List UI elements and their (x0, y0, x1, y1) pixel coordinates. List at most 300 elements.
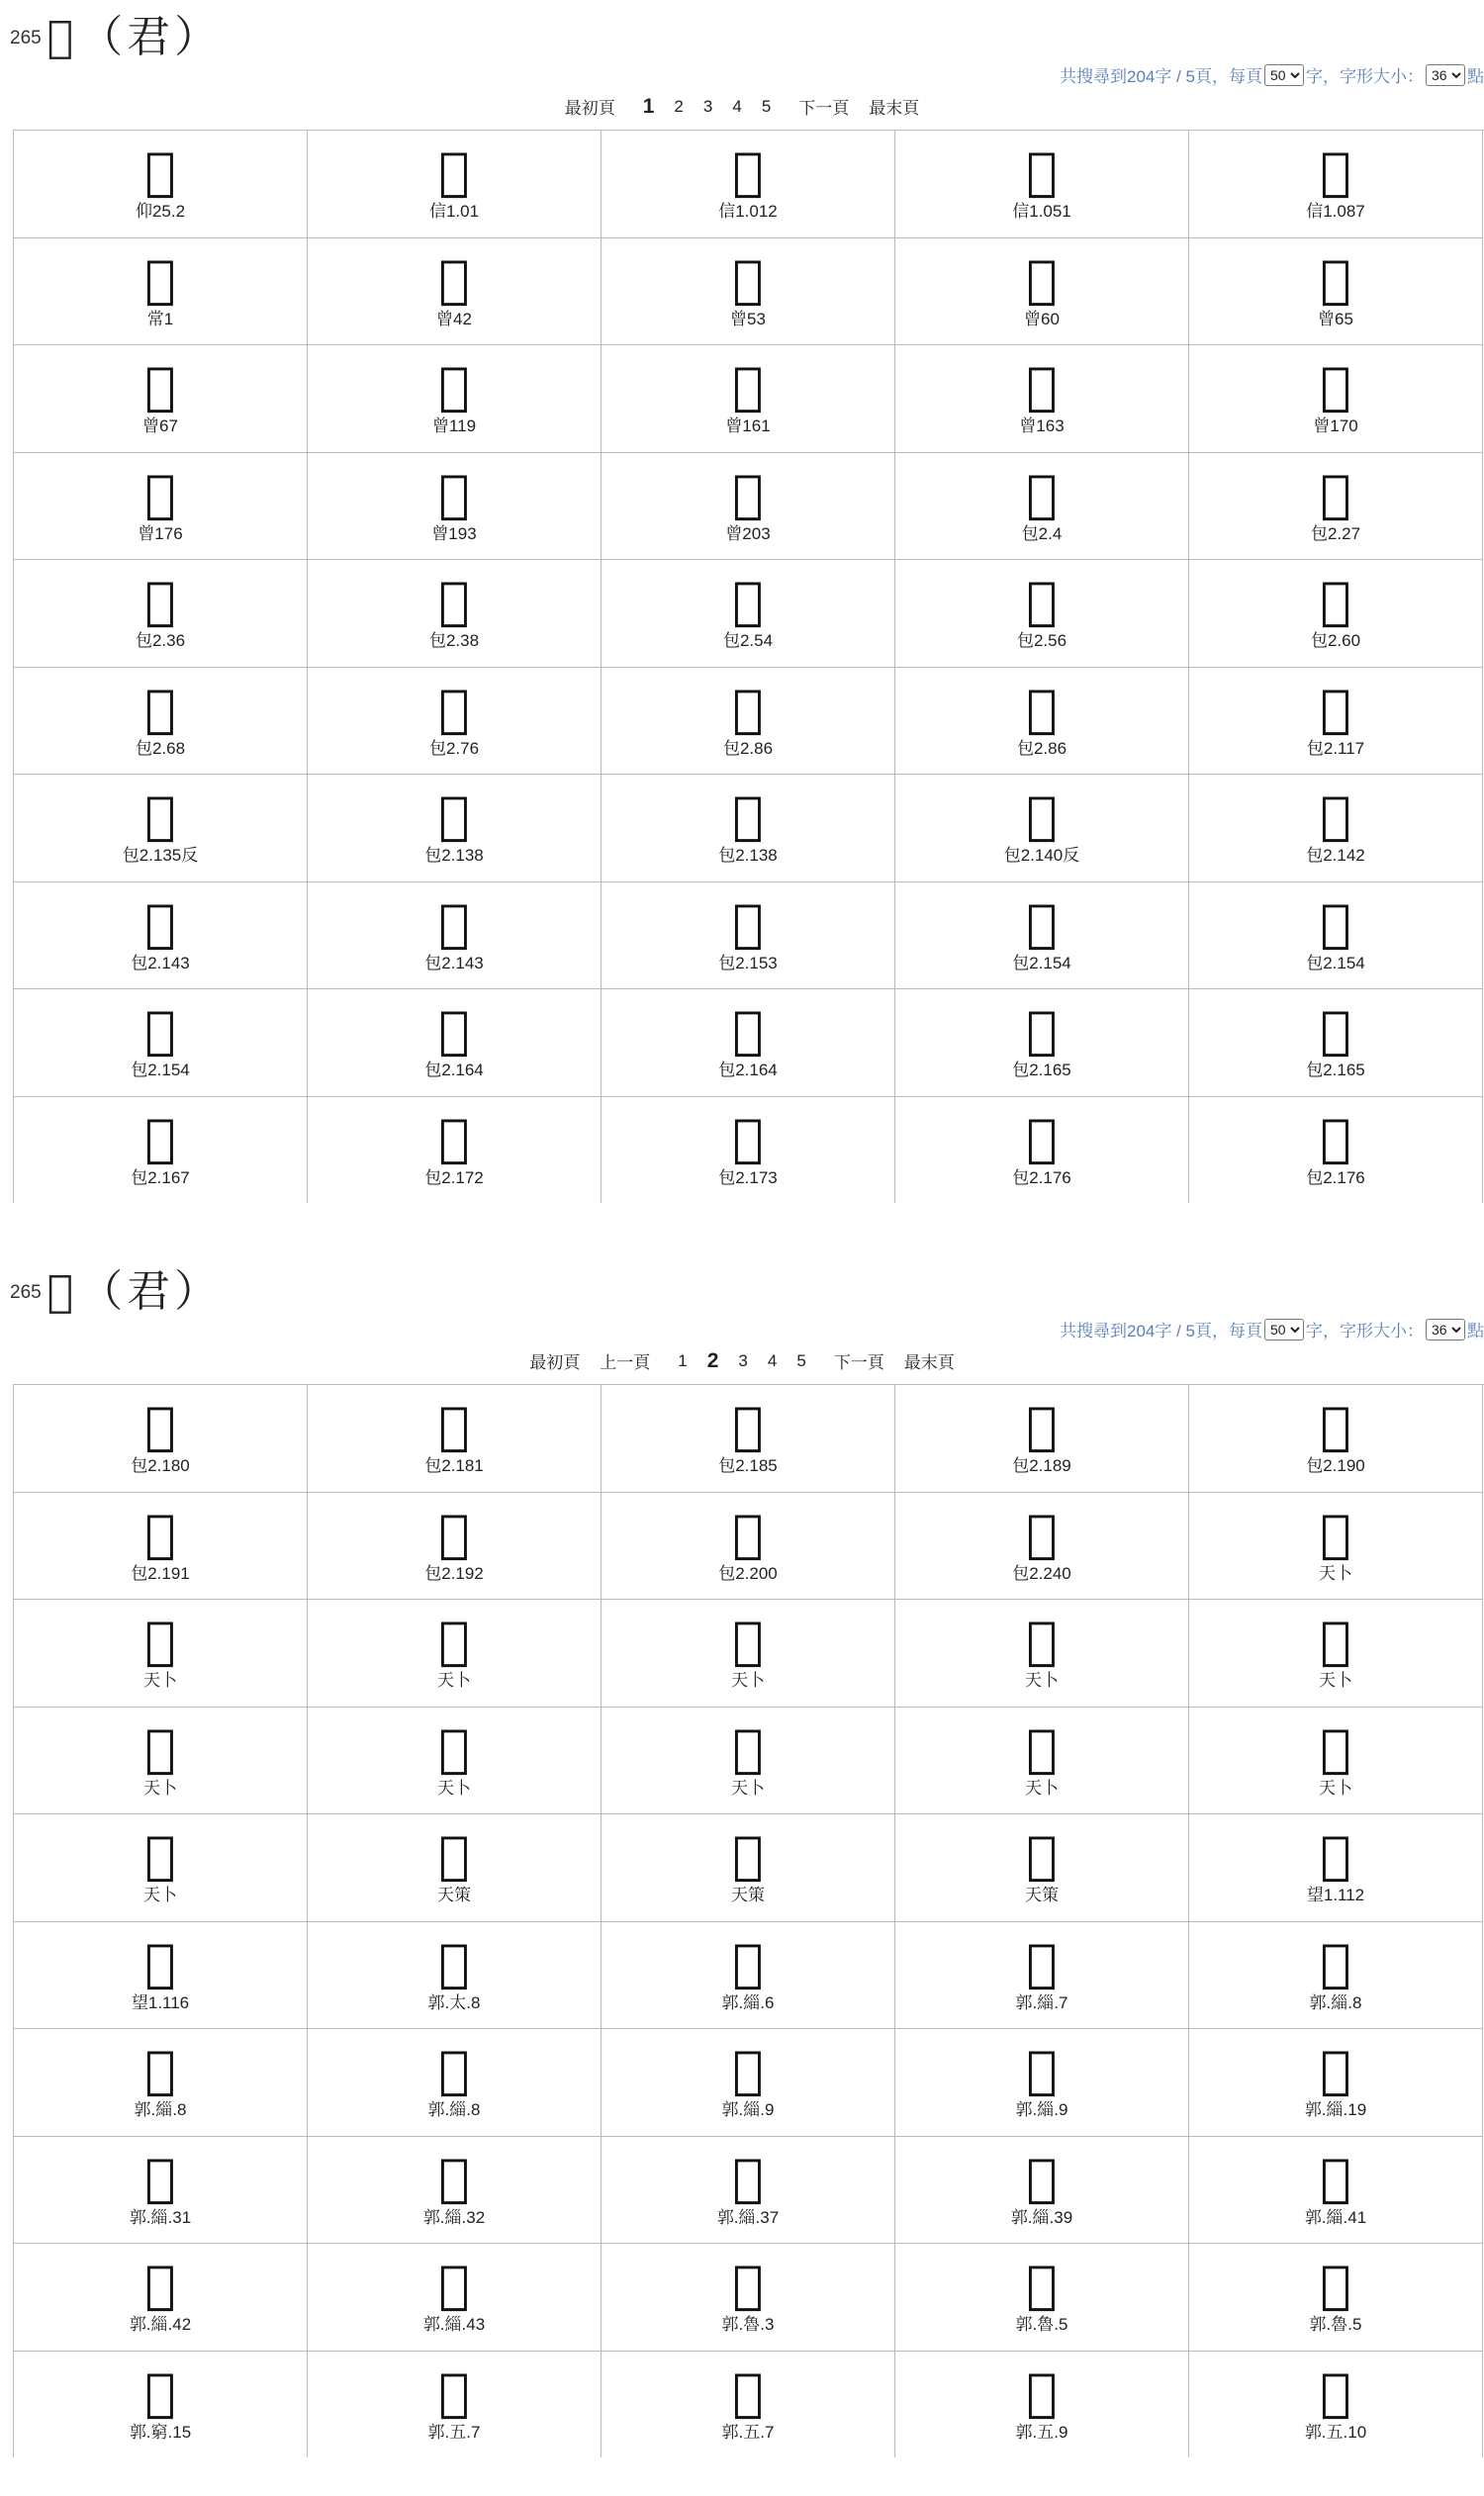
glyph-cell[interactable] (1189, 345, 1483, 453)
glyph-cell[interactable] (602, 2244, 895, 2352)
glyph-image: 𠀉 (732, 786, 764, 846)
glyph-cell[interactable] (602, 1493, 895, 1601)
glyph-source-label: 包2.164 (718, 1061, 778, 1079)
glyph-image: 𠀉 (144, 1108, 176, 1168)
glyph-cell[interactable] (895, 560, 1189, 668)
glyph-cell[interactable] (1189, 989, 1483, 1097)
glyph-cell[interactable] (895, 2029, 1189, 2137)
glyph-source-label: 郭.緇.8 (427, 2100, 481, 2119)
glyph-source-label: 天卜 (437, 1778, 471, 1798)
glyph-cell[interactable] (602, 345, 895, 453)
glyph-image: 𠀉 (144, 1933, 176, 1993)
glyph-source-label: 望1.112 (1306, 1886, 1365, 1904)
glyph-image: 𠀉 (732, 2041, 764, 2100)
glyph-row (14, 775, 1484, 882)
glyph-image: 𠀉 (438, 1612, 470, 1671)
glyph-source-label: 包2.135反 (122, 846, 199, 865)
prev-page-link[interactable]: 上一頁 (600, 1353, 651, 1372)
glyph-source-label: 郭.太.8 (427, 1992, 481, 2012)
glyph-source-label: 郭.緇.41 (1304, 2207, 1367, 2227)
glyph-cell[interactable] (895, 2352, 1189, 2458)
glyph-cell[interactable] (308, 131, 602, 238)
glyph-cell[interactable] (308, 668, 602, 776)
glyph-image: 𠀉 (1026, 1001, 1058, 1061)
glyph-source-label: 包2.165 (1306, 1061, 1365, 1079)
glyph-image: 𠀉 (438, 893, 470, 954)
glyph-cell[interactable] (602, 1097, 895, 1204)
glyph-source-label: 包2.176 (1012, 1167, 1071, 1187)
glyph-row (14, 668, 1484, 776)
glyph-cell[interactable] (1189, 882, 1483, 990)
glyph-cell[interactable] (14, 1708, 308, 1815)
character-heading (10, 1254, 223, 1317)
glyph-image: 𠀉 (1320, 1108, 1351, 1168)
glyph-source-label: 包2.86 (1016, 738, 1067, 758)
glyph-cell[interactable] (602, 238, 895, 346)
glyph-source-label: 天卜 (1319, 1671, 1352, 1690)
glyph-source-label: 郭.五.10 (1304, 2422, 1367, 2442)
glyph-image: 𠀉 (1320, 1397, 1351, 1456)
page-link-2: 2 (706, 1348, 719, 1372)
glyph-image: 𠀉 (1320, 142, 1351, 202)
glyph-image: 𠀉 (732, 1001, 764, 1061)
glyph-image: 𠀉 (732, 357, 764, 416)
glyph-cell[interactable] (14, 1600, 308, 1708)
glyph-cell[interactable] (895, 453, 1189, 561)
glyph-source-label: 包2.176 (1306, 1167, 1365, 1187)
glyph-source-label: 包2.180 (131, 1456, 190, 1475)
glyph-image: 𠀉 (1026, 786, 1058, 846)
glyph-cell[interactable] (895, 1600, 1189, 1708)
glyph-grid (13, 1384, 1484, 2457)
glyph-cell[interactable] (602, 453, 895, 561)
glyph-source-label: 包2.172 (424, 1167, 484, 1187)
glyph-source-label: 包2.153 (718, 953, 778, 972)
glyph-row (14, 345, 1484, 453)
per-page-select[interactable] (1264, 1319, 1304, 1340)
glyph-source-label: 包2.143 (131, 953, 190, 972)
glyph-source-label: 曾203 (725, 523, 771, 543)
glyph-cell[interactable] (602, 775, 895, 882)
glyph-cell[interactable] (308, 1600, 602, 1708)
page-link-1: 1 (642, 94, 655, 118)
glyph-cell[interactable] (602, 2029, 895, 2137)
glyph-image: 𠀉 (144, 357, 176, 416)
glyph-cell[interactable] (1189, 131, 1483, 238)
glyph-cell[interactable] (602, 1385, 895, 1493)
glyph-source-label: 包2.68 (135, 738, 186, 758)
glyph-cell[interactable] (895, 775, 1189, 882)
glyph-image: 𠀉 (732, 1397, 764, 1456)
glyph-source-label: 天卜 (731, 1671, 765, 1690)
glyph-cell[interactable] (308, 560, 602, 668)
glyph-image: 𠀉 (732, 2148, 764, 2208)
glyph-size-select[interactable] (1426, 1319, 1465, 1340)
glyph-source-label: 郭.緇.31 (129, 2207, 192, 2227)
page-link-4[interactable]: 4 (767, 1350, 778, 1370)
result-section-2 (0, 1254, 1484, 2496)
glyph-cell[interactable] (1189, 560, 1483, 668)
glyph-source-label: 曾65 (1318, 309, 1353, 328)
glyph-image: 𠀉 (1026, 572, 1058, 631)
glyph-source-label: 天卜 (1319, 1778, 1352, 1798)
glyph-cell[interactable] (895, 668, 1189, 776)
result-section-1 (0, 0, 1484, 1217)
glyph-source-label: 郭.緇.42 (129, 2315, 192, 2334)
glyph-source-label: 郭.緇.9 (1015, 2100, 1068, 2119)
glyph-cell[interactable] (895, 989, 1189, 1097)
glyph-image: 𠀉 (1026, 1612, 1058, 1671)
glyph-image: 𠀉 (438, 1108, 470, 1168)
glyph-source-label: 包2.191 (131, 1563, 190, 1583)
glyph-image: 𠀉 (1320, 1504, 1351, 1564)
glyph-image: 𠀉 (1026, 2362, 1058, 2423)
glyph-image: 𠀉 (438, 679, 470, 739)
glyph-image: 𠀉 (1026, 2041, 1058, 2100)
glyph-row (14, 560, 1484, 668)
glyph-image: 𠀉 (732, 572, 764, 631)
page-link-5[interactable]: 5 (761, 96, 772, 116)
glyph-source-label: 郭.緇.39 (1010, 2207, 1073, 2227)
glyph-source-label: 天卜 (437, 1671, 471, 1690)
per-page-select[interactable] (1264, 64, 1304, 86)
first-page-link[interactable]: 最初頁 (564, 99, 615, 118)
glyph-cell[interactable] (1189, 2352, 1483, 2458)
glyph-source-label: 曾176 (138, 523, 183, 543)
glyph-image: 𠀉 (732, 1826, 764, 1886)
glyph-image: 𠀉 (438, 249, 470, 310)
glyph-cell[interactable] (14, 2244, 308, 2352)
glyph-source-label: 望1.116 (131, 1992, 190, 2012)
glyph-cell[interactable] (1189, 1708, 1483, 1815)
glyph-cell[interactable] (14, 668, 308, 776)
page-link-3[interactable]: 3 (738, 1350, 748, 1370)
glyph-cell[interactable] (14, 775, 308, 882)
glyph-image: 𠀉 (438, 142, 470, 202)
glyph-image: 𠀉 (732, 1718, 764, 1779)
glyph-cell[interactable] (308, 1708, 602, 1815)
glyph-cell[interactable] (308, 882, 602, 990)
glyph-image: 𠀉 (144, 142, 176, 202)
glyph-size-label: 字，字形大小： (1306, 1322, 1424, 1340)
glyph-row (14, 1814, 1484, 1922)
glyph-image: 𠀉 (1320, 893, 1351, 954)
glyph-cell[interactable] (308, 2244, 602, 2352)
glyph-image: 𠀉 (732, 1933, 764, 1993)
glyph-source-label: 包2.138 (424, 846, 484, 865)
first-page-link[interactable]: 最初頁 (529, 1353, 581, 1372)
glyph-cell[interactable] (602, 989, 895, 1097)
glyph-source-label: 包2.173 (718, 1167, 778, 1187)
glyph-image: 𠀉 (1026, 357, 1058, 416)
glyph-source-label: 曾161 (725, 416, 771, 435)
glyph-source-label: 包2.167 (131, 1167, 190, 1187)
glyph-image: 𠀉 (144, 1397, 176, 1456)
glyph-source-label: 曾53 (730, 309, 766, 328)
glyph-source-label: 包2.154 (1012, 953, 1071, 972)
glyph-cell[interactable] (895, 345, 1189, 453)
glyph-source-label: 曾67 (142, 416, 178, 435)
glyph-cell[interactable] (1189, 2137, 1483, 2245)
glyph-image: 𠀉 (1026, 679, 1058, 739)
glyph-cell[interactable] (602, 668, 895, 776)
last-page-link[interactable]: 最末頁 (869, 99, 920, 118)
glyph-image: 𠀉 (1320, 357, 1351, 416)
glyph-image: 𠀉 (1026, 249, 1058, 310)
pagination (0, 1348, 1484, 1373)
last-page-link[interactable]: 最末頁 (903, 1353, 955, 1372)
glyph-image: 𠀉 (438, 786, 470, 846)
glyph-cell[interactable] (14, 345, 308, 453)
glyph-source-label: 郭.緇.8 (1309, 1992, 1362, 2012)
glyph-cell[interactable] (308, 345, 602, 453)
glyph-source-label: 常1 (146, 309, 174, 328)
glyph-source-label: 曾163 (1019, 416, 1065, 435)
glyph-cell[interactable] (14, 453, 308, 561)
glyph-source-label: 包2.189 (1012, 1456, 1071, 1475)
glyph-cell[interactable] (895, 1493, 1189, 1601)
glyph-cell[interactable] (895, 1814, 1189, 1922)
glyph-cell[interactable] (1189, 1600, 1483, 1708)
glyph-image: 𠀉 (732, 464, 764, 524)
glyph-cell[interactable] (14, 989, 308, 1097)
glyph-cell[interactable] (308, 2352, 602, 2458)
glyph-cell[interactable] (308, 1922, 602, 2030)
glyph-cell[interactable] (14, 131, 308, 238)
glyph-source-label: 天卜 (1025, 1671, 1059, 1690)
glyph-image: 𠀉 (144, 679, 176, 739)
glyph-source-label: 曾170 (1313, 416, 1358, 435)
glyph-cell[interactable] (308, 1814, 602, 1922)
glyph-cell[interactable] (14, 1097, 308, 1204)
glyph-image: 𠀉 (144, 1612, 176, 1671)
glyph-cell[interactable] (308, 238, 602, 346)
glyph-source-label: 信1.012 (718, 202, 778, 221)
glyph-source-label: 包2.165 (1012, 1061, 1071, 1079)
glyph-cell[interactable] (1189, 453, 1483, 561)
glyph-source-label: 包2.190 (1306, 1456, 1365, 1475)
glyph-row (14, 1708, 1484, 1815)
glyph-cell[interactable] (895, 1097, 1189, 1204)
glyph-cell[interactable] (14, 1814, 308, 1922)
next-page-link[interactable]: 下一頁 (833, 1353, 884, 1372)
glyph-cell[interactable] (1189, 1814, 1483, 1922)
glyph-row (14, 1922, 1484, 2030)
glyph-image: 𠀉 (144, 2148, 176, 2208)
glyph-cell[interactable] (308, 2029, 602, 2137)
page-link-3[interactable]: 3 (702, 96, 713, 116)
glyph-cell[interactable] (1189, 1922, 1483, 2030)
glyph-row (14, 1385, 1484, 1493)
character-heading (10, 0, 223, 62)
glyph-source-label: 郭.緇.8 (134, 2100, 187, 2119)
glyph-source-label: 郭.五.7 (427, 2422, 481, 2442)
glyph-image: 𠀉 (438, 2256, 470, 2315)
glyph-cell[interactable] (602, 131, 895, 238)
glyph-cell[interactable] (308, 775, 602, 882)
glyph-image: 𠀉 (144, 1504, 176, 1564)
glyph-source-label: 天策 (437, 1886, 471, 1904)
glyph-source-label: 郭.五.7 (721, 2422, 775, 2442)
glyph-cell[interactable] (602, 560, 895, 668)
glyph-cell[interactable] (308, 1493, 602, 1601)
glyph-cell[interactable] (1189, 775, 1483, 882)
glyph-image: 𠀉 (438, 464, 470, 524)
glyph-image: 𠀉 (1320, 1001, 1351, 1061)
glyph-cell[interactable] (14, 2137, 308, 2245)
glyph-cell[interactable] (1189, 1097, 1483, 1204)
glyph-image: 𠀉 (1026, 893, 1058, 954)
glyph-row (14, 2029, 1484, 2137)
glyph-image: 𠀉 (1026, 464, 1058, 524)
glyph-row (14, 2352, 1484, 2458)
glyph-cell[interactable] (14, 560, 308, 668)
character-seal-glyph: 𠀉 (46, 12, 74, 62)
glyph-image: 𠀉 (438, 2041, 470, 2100)
glyph-image: 𠀉 (1026, 1718, 1058, 1779)
glyph-row (14, 2137, 1484, 2245)
glyph-source-label: 曾119 (431, 416, 477, 435)
glyph-image: 𠀉 (1026, 1504, 1058, 1564)
glyph-cell[interactable] (895, 1708, 1189, 1815)
page-link-5[interactable]: 5 (796, 1350, 806, 1370)
glyph-source-label: 信1.051 (1012, 202, 1071, 221)
glyph-cell[interactable] (1189, 2029, 1483, 2137)
glyph-cell[interactable] (895, 131, 1189, 238)
glyph-image: 𠀉 (1026, 2256, 1058, 2315)
glyph-source-label: 天卜 (143, 1886, 177, 1904)
glyph-image: 𠀉 (1320, 2148, 1351, 2208)
glyph-image: 𠀉 (732, 679, 764, 739)
page-link-1[interactable]: 1 (678, 1350, 688, 1370)
glyph-source-label: 郭.五.9 (1015, 2422, 1068, 2442)
glyph-image: 𠀉 (732, 142, 764, 202)
glyph-row (14, 2244, 1484, 2352)
glyph-image: 𠀉 (144, 2362, 176, 2423)
page-link-2[interactable]: 2 (674, 96, 684, 116)
glyph-cell[interactable] (602, 1600, 895, 1708)
glyph-image: 𠀉 (1320, 572, 1351, 631)
glyph-row (14, 1600, 1484, 1708)
glyph-cell[interactable] (1189, 238, 1483, 346)
glyph-source-label: 包2.138 (718, 846, 778, 865)
search-summary (1060, 1317, 1484, 1341)
glyph-cell[interactable] (895, 2244, 1189, 2352)
glyph-cell[interactable] (308, 1385, 602, 1493)
page-link-4[interactable]: 4 (732, 96, 742, 116)
glyph-source-label: 包2.181 (424, 1456, 484, 1475)
glyph-image: 𠀉 (1320, 2362, 1351, 2423)
glyph-cell[interactable] (895, 1385, 1189, 1493)
glyph-cell[interactable] (602, 1814, 895, 1922)
glyph-source-label: 包2.142 (1306, 846, 1365, 865)
glyph-source-label: 包2.164 (424, 1061, 484, 1079)
glyph-image: 𠀉 (1320, 2256, 1351, 2315)
glyph-cell[interactable] (1189, 1385, 1483, 1493)
glyph-source-label: 郭.緇.7 (1015, 1992, 1068, 2012)
glyph-cell[interactable] (14, 1385, 308, 1493)
glyph-source-label: 郭.魯.3 (721, 2315, 775, 2334)
glyph-image: 𠀉 (1320, 1718, 1351, 1779)
glyph-cell[interactable] (14, 238, 308, 346)
glyph-cell[interactable] (602, 2352, 895, 2458)
glyph-source-label: 天卜 (143, 1671, 177, 1690)
glyph-source-label: 天卜 (1025, 1778, 1059, 1798)
glyph-cell[interactable] (14, 1922, 308, 2030)
glyph-source-label: 郭.緇.37 (716, 2207, 780, 2227)
glyph-source-label: 郭.魯.5 (1309, 2315, 1362, 2334)
glyph-cell[interactable] (895, 2137, 1189, 2245)
glyph-image: 𠀉 (438, 1933, 470, 1993)
glyph-source-label: 包2.76 (428, 738, 480, 758)
glyph-cell[interactable] (1189, 1493, 1483, 1601)
glyph-source-label: 包2.240 (1012, 1563, 1071, 1583)
glyph-row (14, 1493, 1484, 1601)
glyph-cell[interactable] (308, 1097, 602, 1204)
glyph-source-label: 包2.86 (722, 738, 774, 758)
glyph-cell[interactable] (308, 453, 602, 561)
glyph-cell[interactable] (14, 882, 308, 990)
glyph-source-label: 曾193 (431, 523, 477, 543)
glyph-image: 𠀉 (1320, 1826, 1351, 1886)
glyph-image: 𠀉 (438, 1397, 470, 1456)
character-modern-form: （君） (79, 12, 223, 62)
glyph-image: 𠀉 (438, 357, 470, 416)
glyph-source-label: 郭.魯.5 (1015, 2315, 1068, 2334)
glyph-cell[interactable] (602, 1922, 895, 2030)
glyph-cell[interactable] (308, 989, 602, 1097)
glyph-cell[interactable] (308, 2137, 602, 2245)
glyph-source-label: 包2.154 (131, 1061, 190, 1079)
glyph-image: 𠀉 (1320, 1933, 1351, 1993)
glyph-row (14, 238, 1484, 346)
glyph-cell[interactable] (14, 2029, 308, 2137)
glyph-source-label: 包2.36 (135, 631, 186, 650)
glyph-image: 𠀉 (732, 2256, 764, 2315)
glyph-image: 𠀉 (1026, 2148, 1058, 2208)
glyph-source-label: 包2.56 (1016, 631, 1067, 650)
glyph-cell[interactable] (14, 1493, 308, 1601)
glyph-cell[interactable] (895, 882, 1189, 990)
glyph-source-label: 郭.緇.6 (721, 1992, 775, 2012)
glyph-source-label: 天卜 (1319, 1563, 1352, 1583)
glyph-source-label: 郭.緇.9 (721, 2100, 775, 2119)
glyph-cell[interactable] (602, 882, 895, 990)
glyph-cell[interactable] (895, 238, 1189, 346)
glyph-cell[interactable] (602, 2137, 895, 2245)
glyph-image: 𠀉 (438, 2148, 470, 2208)
glyph-source-label: 天卜 (143, 1778, 177, 1798)
glyph-image: 𠀉 (438, 1718, 470, 1779)
glyph-source-label: 郭.緇.19 (1304, 2100, 1367, 2119)
glyph-source-label: 包2.27 (1310, 523, 1361, 543)
glyph-image: 𠀉 (438, 1826, 470, 1886)
glyph-cell[interactable] (602, 1708, 895, 1815)
glyph-cell[interactable] (14, 2352, 308, 2458)
glyph-image: 𠀉 (1026, 142, 1058, 202)
glyph-image: 𠀉 (732, 1612, 764, 1671)
character-modern-form: （君） (79, 1266, 223, 1317)
glyph-cell[interactable] (1189, 668, 1483, 776)
glyph-cell[interactable] (1189, 2244, 1483, 2352)
glyph-size-select[interactable] (1426, 64, 1465, 86)
glyph-image: 𠀉 (144, 572, 176, 631)
glyph-source-label: 包2.200 (718, 1563, 778, 1583)
next-page-link[interactable]: 下一頁 (798, 99, 850, 118)
glyph-grid (13, 130, 1484, 1203)
glyph-cell[interactable] (895, 1922, 1189, 2030)
glyph-source-label: 天策 (1025, 1886, 1059, 1904)
